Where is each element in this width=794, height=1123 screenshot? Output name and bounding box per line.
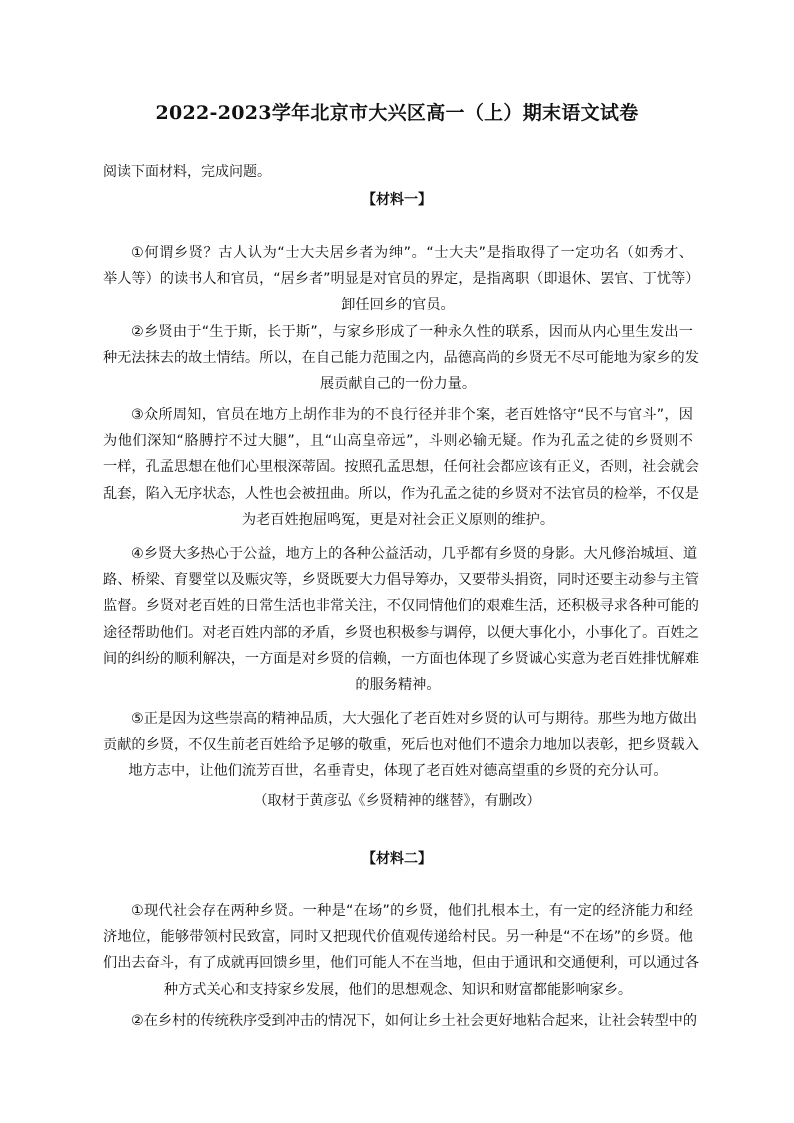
text-line: 贡献的乡贤，不仅生前老百姓给予足够的敬重，死后也对他们不遗余力地加以表彰，把乡贤载入 xyxy=(103,737,699,754)
text-line: 种无法抹去的故土情结。所以，在自己能力范围之内，品德高尚的乡贤无不尽可能地为家乡的发 xyxy=(103,350,699,367)
text-line: 间的纠纷的顺利解决，一方面是对乡贤的信赖，一方面也体现了乡贤诚心实意为老百姓排忧解难 xyxy=(103,650,699,667)
material1-paragraph-5 xyxy=(103,706,699,785)
text-line: ②乡贤由于“生于斯，长于斯”，与家乡形成了一种永久性的联系，因而从内心里生发出一 xyxy=(131,324,693,340)
text-line: 的服务精神。 xyxy=(355,676,441,693)
material2-heading: 【材料二】 xyxy=(362,851,432,867)
text-line: ②在乡村的传统秩序受到冲击的情况下，如何让乡土社会更好地粘合起来，让社会转型中的 xyxy=(131,1013,698,1029)
material1-source: （取材于黄彦弘《乡贤精神的继替》，有删改） xyxy=(253,793,541,809)
material2-paragraph-1 xyxy=(103,898,699,1003)
text-line: 济地位，能够带领村民致富，同时又把现代价值观传递给村民。另一种是“不在场”的乡贤。他 xyxy=(103,929,693,946)
text-line: 为老百姓抱屈鸣冤，更是对社会正义原则的维护。 xyxy=(241,511,555,528)
page-title: 2022-2023学年北京市大兴区高一（上）期末语文试卷 xyxy=(155,102,639,124)
text-line: 卸任回乡的官员。 xyxy=(341,297,455,314)
text-line: 监督。乡贤对老百姓的日常生活也非常关注，不仅同情他们的艰难生活，还积极寻求各种可能的 xyxy=(103,598,699,615)
text-line: 地方志中，让他们流芳百世，名垂青史，体现了老百姓对德高望重的乡贤的充分认可。 xyxy=(128,763,668,780)
material2-paragraph-2 xyxy=(103,1008,698,1034)
text-line: ④乡贤大多热心于公益，地方上的各种公益活动，几乎都有乡贤的身影。大凡修治城垣、道 xyxy=(131,546,698,562)
text-line: 展贡献自己的一份力量。 xyxy=(319,376,477,393)
text-line: ①现代社会存在两种乡贤。一种是“在场”的乡贤，他们扎根本土，有一定的经济能力和经 xyxy=(131,903,693,919)
material1-paragraph-3 xyxy=(103,402,699,533)
text-line: 们出去奋斗，有了成就再回馈乡里，他们可能人不在当地，但由于通讯和交通便利，可以通过各 xyxy=(103,955,699,972)
instruction-text: 阅读下面材料，完成问题。 xyxy=(103,164,271,180)
text-line: ①何谓乡贤？古人认为“士大夫居乡者为绅”。“士大夫”是指取得了一定功名（如秀才、 xyxy=(131,245,693,261)
material1-paragraph-2 xyxy=(103,319,699,398)
text-line: 乱套，陷入无序状态，人性也会被扭曲。所以，作为孔孟之徒的乡贤对不法官员的检举，不仅是 xyxy=(103,485,699,502)
text-line: ③众所周知，官员在地方上胡作非为的不良行径并非个案，老百姓恪守“民不与官斗”，因 xyxy=(131,407,693,423)
material1-paragraph-1 xyxy=(103,240,700,319)
text-line: 种方式关心和支持家乡发展，他们的思想观念、知识和财富都能影响家乡。 xyxy=(163,981,633,998)
material1-paragraph-4 xyxy=(103,541,699,698)
material1-heading: 【材料一】 xyxy=(362,192,432,208)
text-line: 路、桥梁、育婴堂以及赈灾等，乡贤既要大力倡导筹办，又要带头捐资，同时还要主动参与主管 xyxy=(103,572,699,589)
text-line: ⑤正是因为这些崇高的精神品质，大大强化了老百姓对乡贤的认可与期待。那些为地方做出 xyxy=(131,711,698,727)
text-line: 一样，孔孟思想在他们心里根深蒂固。按照孔孟思想，任何社会都应该有正义，否则，社会就会 xyxy=(103,459,699,476)
text-line: 举人等）的读书人和官员，“居乡者”明显是对官员的界定，是指离职（即退休、罢官、丁忧等） xyxy=(103,271,700,288)
text-line: 为他们深知“胳膊拧不过大腿”，且“山高皇帝远”，斗则必输无疑。作为孔孟之徒的乡贤则不 xyxy=(103,433,693,450)
text-line: 途径帮助他们。对老百姓内部的矛盾，乡贤也积极参与调停，以便大事化小，小事化了。百姓之 xyxy=(103,624,699,641)
